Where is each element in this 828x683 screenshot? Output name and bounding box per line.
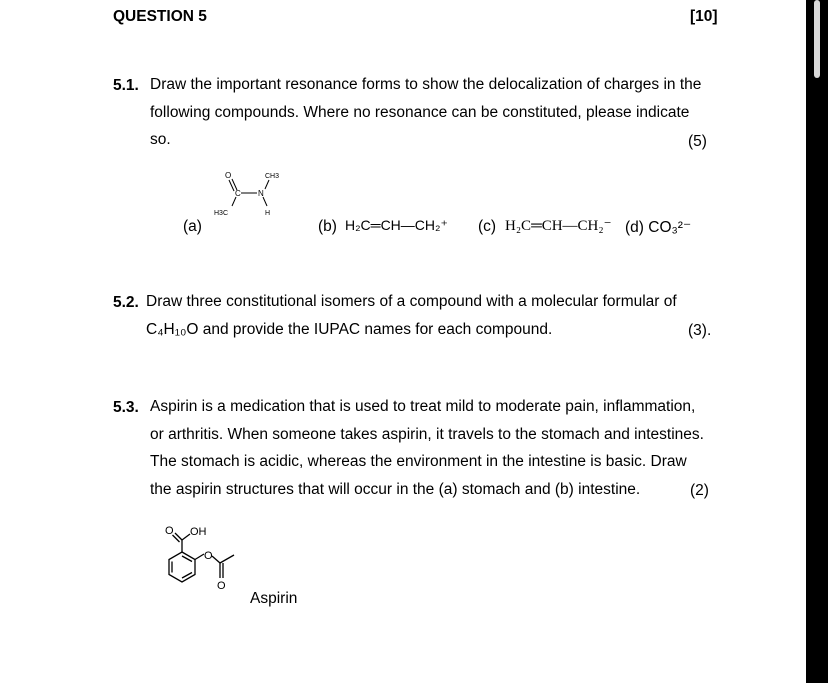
q53-line-2: or arthritis. When someone takes aspirin, it travels to the stomach and intestines. — [150, 425, 704, 443]
q51-marks: (5) — [688, 133, 707, 150]
q52-text — [146, 288, 677, 343]
q52-number: 5.2. — [113, 294, 139, 311]
question-marks: [10] — [690, 8, 718, 25]
q53-number: 5.3. — [113, 399, 139, 416]
q53-marks: (2) — [690, 482, 709, 499]
q51-line-3: so. — [150, 131, 171, 148]
a-methyl: CH3 — [265, 173, 280, 180]
q53-text — [150, 393, 704, 503]
compound-a-structure — [205, 168, 295, 228]
q52-line-2: C₄H₁₀O and provide the IUPAC names for each compound. — [146, 320, 553, 338]
q51-line-1: Draw the important resonance forms to show the delocalization of charges in the — [150, 76, 702, 93]
q52-line-1: Draw three constitutional isomers of a compound with a molecular formular of — [146, 293, 677, 310]
q51-line-2: following compounds. Where no resonance can be constituted, please indicate — [150, 103, 690, 121]
aspirin-hydroxyl: OH — [190, 526, 207, 538]
compound-c-label: (c) — [478, 218, 497, 235]
a-nitrogen: N — [258, 189, 264, 198]
q52-marks: (3). — [688, 322, 712, 339]
a-methyl-left: H3C — [214, 210, 229, 217]
q51-text — [150, 71, 701, 154]
aspirin-acetyl-oxygen: O — [217, 580, 226, 592]
aspirin-ester-oxygen: O — [204, 550, 213, 562]
compound-d-label: (d) CO₃²⁻ — [625, 219, 692, 236]
aspirin-structure — [160, 518, 260, 610]
question-title: QUESTION 5 — [113, 8, 207, 25]
a-hydrogen: H — [265, 210, 271, 217]
scrollbar-thumb[interactable] — [814, 0, 820, 78]
a-oxygen: O — [225, 171, 232, 180]
compound-c-formula: H₂C═CH—CH₂⁻ — [505, 218, 612, 234]
compound-b-formula: H₂C═CH—CH₂⁺ — [345, 217, 448, 233]
a-carbon: C — [235, 189, 241, 198]
q53-line-1: Aspirin is a medication that is used to treat mild to moderate pain, inflammation, — [150, 398, 696, 415]
compound-b-label: (b) — [318, 218, 337, 235]
aspirin-caption: Aspirin — [250, 590, 298, 607]
q51-number: 5.1. — [113, 77, 139, 94]
q53-line-4: the aspirin structures that will occur in the (a) stomach and (b) intestine. — [150, 480, 641, 498]
q53-line-3: The stomach is acidic, whereas the environment in the intestine is basic. Draw — [150, 453, 687, 470]
aspirin-carbonyl-oxygen: O — [165, 525, 174, 537]
compound-a-label: (a) — [183, 218, 202, 235]
